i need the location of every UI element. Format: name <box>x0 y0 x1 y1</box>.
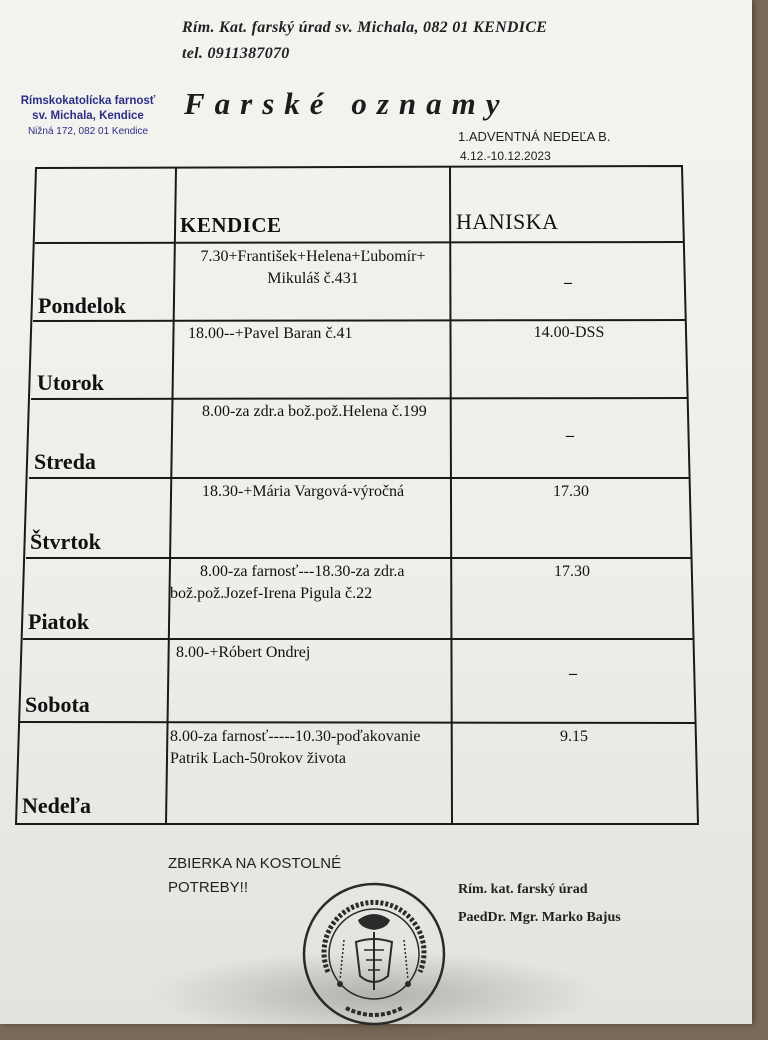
office-address-line: Rím. Kat. farský úrad sv. Michala, 082 01 KENDICE <box>182 19 548 36</box>
logo-line-2: sv. Michala, Kendice <box>32 110 144 122</box>
kendice-mass: 18.30-+Mária Vargová-výročná <box>202 483 405 500</box>
day-label: Nedeľa <box>22 793 91 818</box>
haniska-mass: – <box>564 274 572 291</box>
kendice-mass: 8.00-za farnosť-----10.30-poďakovanie Patrik Lach-50rokov života <box>170 728 421 767</box>
signature-priest: PaedDr. Mgr. Marko Bajus <box>458 910 621 925</box>
collection-note-line-2: POTREBY!! <box>168 879 249 896</box>
parish-logo-text <box>18 94 158 139</box>
kendice-mass: 7.30+František+Helena+Ľubomír+ Mikuláš č.431 <box>200 248 426 287</box>
day-label: Piatok <box>28 609 90 634</box>
collection-note-line-1: ZBIERKA NA KOSTOLNÉ <box>168 855 342 872</box>
day-label: Sobota <box>25 692 90 717</box>
page-title: Farské oznamy <box>184 86 510 121</box>
kendice-mass: 8.00-+Róbert Ondrej <box>176 644 311 661</box>
day-label: Utorok <box>37 370 104 395</box>
haniska-mass: 17.30 <box>553 483 589 500</box>
day-label: Štvrtok <box>30 529 101 554</box>
column-header-haniska: HANISKA <box>456 209 559 234</box>
week-name: 1.ADVENTNÁ NEDEĽA B. <box>458 129 611 144</box>
day-label: Streda <box>34 449 96 474</box>
logo-line-1: Rímskokatolícka farnosť <box>20 95 156 107</box>
parish-seal-stamp <box>300 880 448 1028</box>
week-dates: 4.12.-10.12.2023 <box>460 149 551 163</box>
kendice-mass: 18.00--+Pavel Baran č.41 <box>188 325 353 342</box>
haniska-mass: – <box>569 665 577 682</box>
haniska-mass: 9.15 <box>560 728 588 745</box>
logo-line-3: Nižná 172, 082 01 Kendice <box>27 126 149 137</box>
day-label: Pondelok <box>38 293 127 318</box>
phone-line: tel. 0911387070 <box>182 45 290 62</box>
signature-office: Rím. kat. farský úrad <box>458 882 588 897</box>
haniska-mass: 17.30 <box>554 563 590 580</box>
kendice-mass: 8.00-za zdr.a bož.pož.Helena č.199 <box>202 403 427 420</box>
kendice-mass: 8.00-za farnosť---18.30-za zdr.a bož.pož.Jozef-Irena Pigula č.22 <box>170 563 405 602</box>
column-header-kendice: KENDICE <box>180 213 282 237</box>
haniska-mass: – <box>566 427 574 444</box>
haniska-mass: 14.00-DSS <box>533 324 605 341</box>
